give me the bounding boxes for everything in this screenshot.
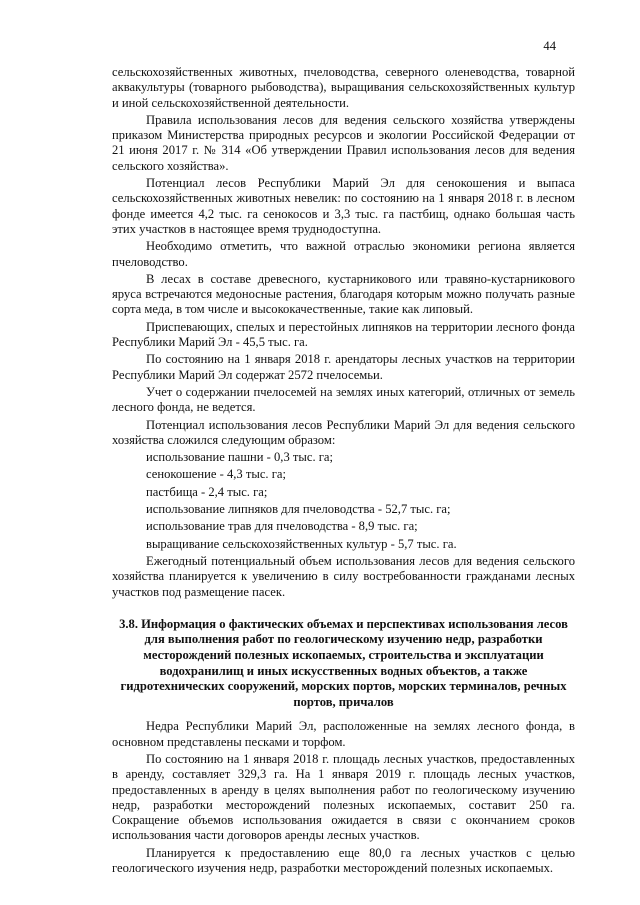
paragraph: Ежегодный потенциальный объем использования лесов для ведения сельского хозяйства планируется к увеличению в силу востребованности гражданами лесных участков под размещение пасек. [112,553,575,599]
section-heading: 3.8. Информация о фактических объемах и перспективах использования лесов для выполнения работ по геологическому изучению недр, разработки месторождений полезных ископаемых, строительства и эксплуатации водохранилищ и иных искусственных водных объектов, а также гидротехнических сооружений, морских портов, морских терминалов, речных портов, причалов [119,616,568,709]
list-item: использование пашни - 0,3 тыс. га; [146,450,334,465]
list-item: использование трав для пчеловодства - 8,9 тыс. га; [146,519,418,534]
list-item: выращивание сельскохозяйственных культур - 5,7 тыс. га. [146,536,457,551]
document-body [112,65,575,878]
list-item: использование липняков для пчеловодства - 52,7 тыс. га; [146,502,451,517]
page-number: 44 [543,39,556,53]
paragraph: Правила использования лесов для ведения сельского хозяйства утверждены приказом Министерства природных ресурсов и экологии Российской Федерации от 21 июня 2017 г. № 314 «Об утверждении Правил использования лесов для ведения сельского хозяйства». [112,112,575,173]
paragraph: По состоянию на 1 января 2018 г. арендаторы лесных участков на территории Республики Марий Эл содержат 2572 пчелосемьи. [112,352,575,382]
paragraph: Учет о содержании пчелосемей на землях иных категорий, отличных от земель лесного фонда, не ведется. [112,384,575,415]
paragraph: Недра Республики Марий Эл, расположенные на землях лесного фонда, в основном представлены песками и торфом. [112,719,575,749]
paragraph: Необходимо отметить, что важной отраслью экономики региона является пчеловодство. [112,239,575,269]
paragraph: сельскохозяйственных животных, пчеловодства, северного оленеводства, товарной аквакультуры (товарного рыбоводства), выращивания сельскохозяйственных культур и иной сельскохозяйственной деятельности. [112,65,575,110]
list-item: пастбища - 2,4 тыс. га; [146,484,268,499]
paragraph: В лесах в составе древесного, кустарникового или травяно-кустарникового яруса встречаются медоносные растения, благодаря которым можно получать разные сорта меда, в том числе и высококачественные, такие как липовый. [112,271,575,317]
paragraph: Потенциал использования лесов Республики Марий Эл для ведения сельского хозяйства сложился следующим образом: [112,417,575,447]
paragraph: Планируется к предоставлению еще 80,0 га лесных участков с целью геологического изучения недр, разработки месторождений полезных ископаемых. [112,845,575,876]
list-item: сенокошение - 4,3 тыс. га; [146,467,286,482]
paragraph: Приспевающих, спелых и перестойных липняков на территории лесного фонда Республики Марий Эл - 45,5 тыс. га. [112,319,575,350]
paragraph: Потенциал лесов Республики Марий Эл для сенокошения и выпаса сельскохозяйственных животных невелик: по состоянию на 1 января 2018 г. в лесном фонде имеется 4,2 тыс. га сенокосов и 3,3 тыс. га пастбищ, однако большая часть этих участков в настоящее время труднодоступна. [112,176,575,236]
paragraph: По состоянию на 1 января 2018 г. площадь лесных участков, предоставленных в аренду, составляет 329,3 га. На 1 января 2019 г. площадь лесных участков, предоставленных в аренду в целях выполнения работ по геологическому изучению недр, разработки месторождений полезных ископаемых, составит 250 га. Сокращение объемов использования ожидается в связи с окончанием сроков использования части договоров аренды лесных участков. [112,751,575,843]
